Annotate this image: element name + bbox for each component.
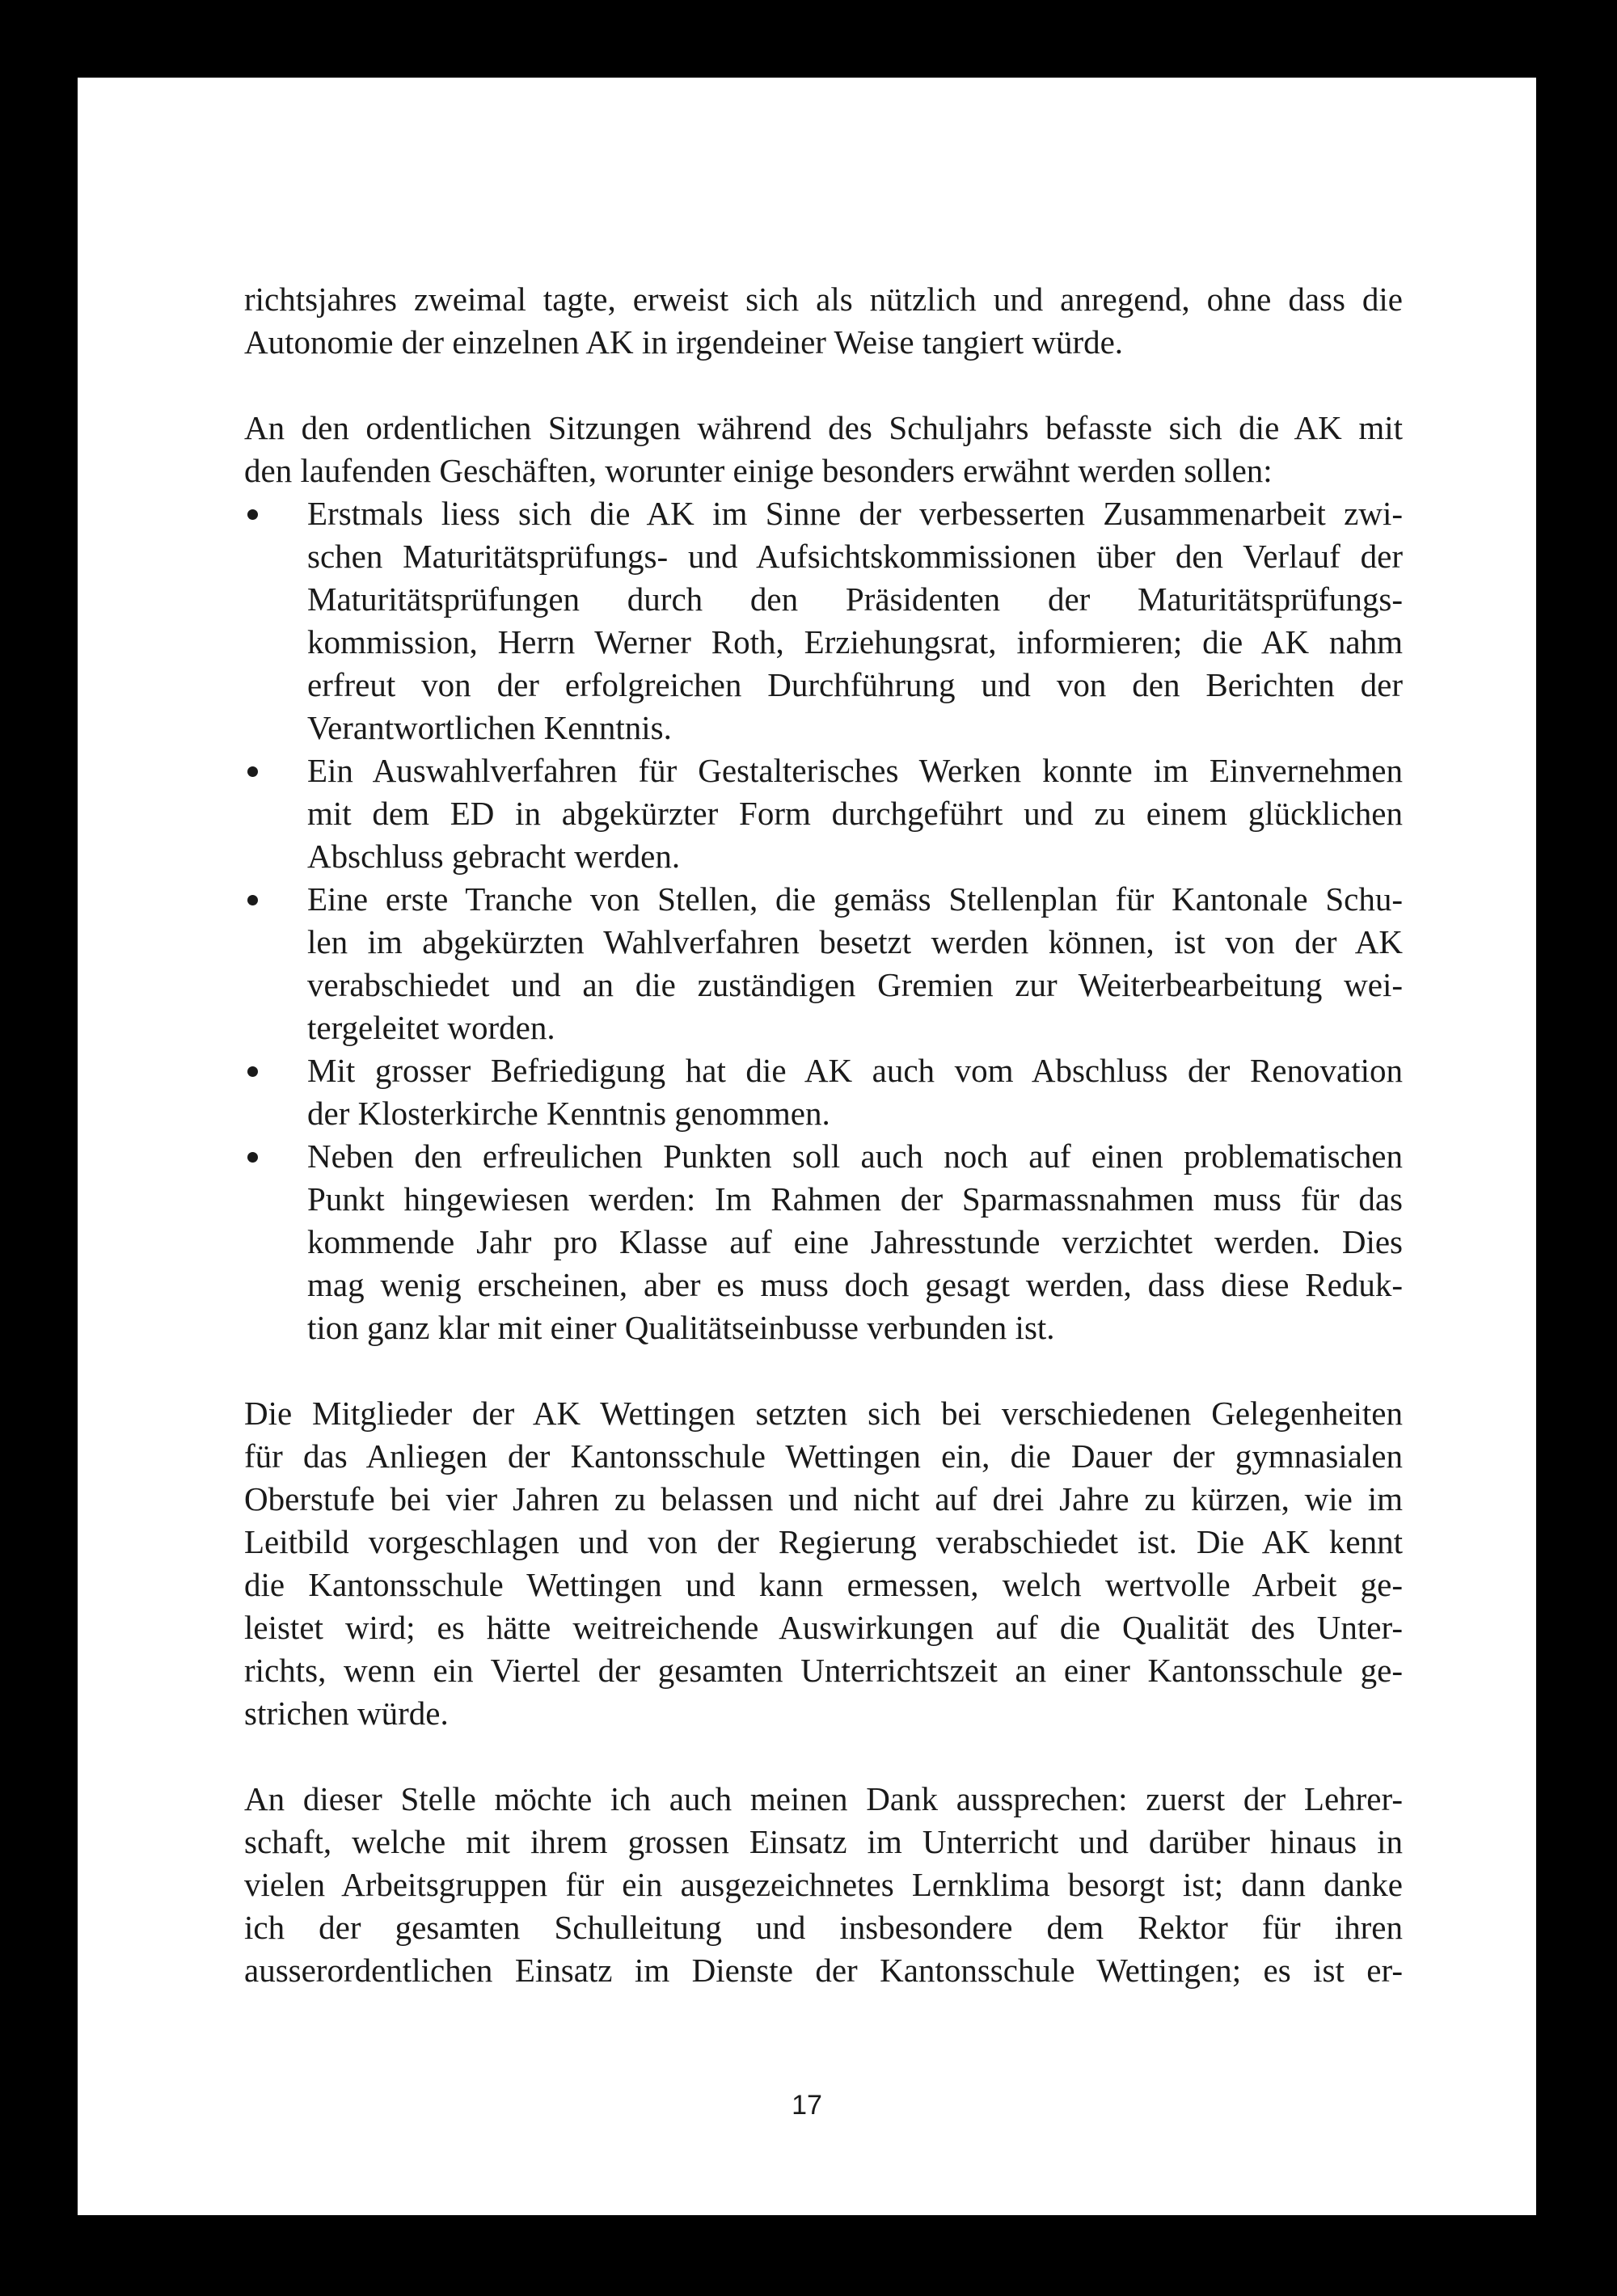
text-line: An den ordentlichen Sitzungen während des Schuljahrs befasste sich die AK mit	[244, 409, 1403, 446]
text-line: tion ganz klar mit einer Qualitätseinbusse verbunden ist.	[307, 1309, 1055, 1346]
paragraph-1	[244, 278, 1403, 364]
bullet-icon	[247, 895, 258, 905]
text-line: Eine erste Tranche von Stellen, die gemäss Stellenplan für Kantonale Schu-	[244, 878, 1403, 921]
text-line: ausserordentlichen Einsatz im Dienste der Kantonsschule Wettingen; es ist er-	[244, 1952, 1403, 1989]
bullet-item	[244, 1135, 1403, 1349]
text-line: richts, wenn ein Viertel der gesamten Unterrichtszeit an einer Kantonsschule ge-	[244, 1652, 1403, 1689]
text-line: ich der gesamten Schulleitung und insbesondere dem Rektor für ihren	[244, 1909, 1403, 1946]
text-line: Leitbild vorgeschlagen und von der Regierung verabschiedet ist. Die AK kennt	[244, 1523, 1403, 1560]
bullet-item	[244, 878, 1403, 1049]
paragraph-4	[244, 1778, 1403, 1992]
text-line: erfreut von der erfolgreichen Durchführung und von den Berichten der	[307, 666, 1403, 703]
bullet-icon	[247, 1066, 258, 1077]
text-line: Maturitätsprüfungen durch den Präsidenten der Maturitätsprüfungs-	[307, 580, 1403, 618]
text-line: Ein Auswahlverfahren für Gestalterisches Werken konnte im Einvernehmen	[244, 749, 1403, 792]
text-line: mag wenig erscheinen, aber es muss doch gesagt werden, dass diese Reduk-	[307, 1266, 1403, 1303]
bullet-list	[244, 492, 1403, 1349]
paragraph-3	[244, 1392, 1403, 1735]
text-line: verabschiedet und an die zuständigen Gremien zur Weiterbearbeitung wei-	[307, 966, 1403, 1003]
text-line: vielen Arbeitsgruppen für ein ausgezeichnetes Lernklima besorgt ist; dann danke	[244, 1866, 1403, 1903]
text-line: Oberstufe bei vier Jahren zu belassen und nicht auf drei Jahre zu kürzen, wie im	[244, 1480, 1403, 1517]
text-line: Mit grosser Befriedigung hat die AK auch vom Abschluss der Renovation	[244, 1049, 1403, 1092]
text-line: Abschluss gebracht werden.	[307, 838, 681, 875]
text-line: leistet wird; es hätte weitreichende Auswirkungen auf die Qualität des Unter-	[244, 1609, 1403, 1646]
paragraph-2	[244, 407, 1403, 492]
text-line: strichen würde.	[244, 1695, 449, 1732]
text-line: kommende Jahr pro Klasse auf eine Jahresstunde verzichtet werden. Dies	[307, 1223, 1403, 1260]
document-page	[78, 78, 1536, 2215]
text-line: Punkt hingewiesen werden: Im Rahmen der Sparmassnahmen muss für das	[307, 1180, 1403, 1218]
text-line: Autonomie der einzelnen AK in irgendeiner Weise tangiert würde.	[244, 323, 1124, 361]
text-line: len im abgekürzten Wahlverfahren besetzt werden können, ist von der AK	[307, 923, 1403, 960]
bullet-icon	[247, 1152, 258, 1163]
bullet-item	[244, 749, 1403, 878]
text-line: Neben den erfreulichen Punkten soll auch noch auf einen problematischen	[244, 1135, 1403, 1178]
text-line: Verantwortlichen Kenntnis.	[307, 709, 672, 746]
page-body	[244, 278, 1403, 1992]
bullet-item	[244, 492, 1403, 749]
text-line: kommission, Herrn Werner Roth, Erziehungsrat, informieren; die AK nahm	[307, 623, 1403, 661]
text-line: für das Anliegen der Kantonsschule Wettingen ein, die Dauer der gymnasialen	[244, 1437, 1403, 1475]
text-line: der Klosterkirche Kenntnis genommen.	[307, 1095, 830, 1132]
text-line: Die Mitglieder der AK Wettingen setzten sich bei verschiedenen Gelegenheiten	[244, 1395, 1403, 1432]
text-line: schaft, welche mit ihrem grossen Einsatz im Unterricht und darüber hinaus in	[244, 1823, 1403, 1860]
text-line: richtsjahres zweimal tagte, erweist sich als nützlich und anregend, ohne dass die	[244, 281, 1403, 318]
page-number: 17	[792, 2090, 822, 2121]
text-line: mit dem ED in abgekürzter Form durchgeführt und zu einem glücklichen	[307, 795, 1403, 832]
text-line: den laufenden Geschäften, worunter einige besonders erwähnt werden sollen:	[244, 452, 1273, 489]
bullet-item	[244, 1049, 1403, 1135]
text-line: Erstmals liess sich die AK im Sinne der verbesserten Zusammenarbeit zwi-	[244, 492, 1403, 535]
text-line: tergeleitet worden.	[307, 1009, 555, 1046]
text-line: An dieser Stelle möchte ich auch meinen Dank aussprechen: zuerst der Lehrer-	[244, 1780, 1403, 1817]
text-line: die Kantonsschule Wettingen und kann ermessen, welch wertvolle Arbeit ge-	[244, 1566, 1403, 1603]
bullet-icon	[247, 766, 258, 777]
text-line: schen Maturitätsprüfungs- und Aufsichtskommissionen über den Verlauf der	[307, 538, 1403, 575]
bullet-icon	[247, 509, 258, 520]
